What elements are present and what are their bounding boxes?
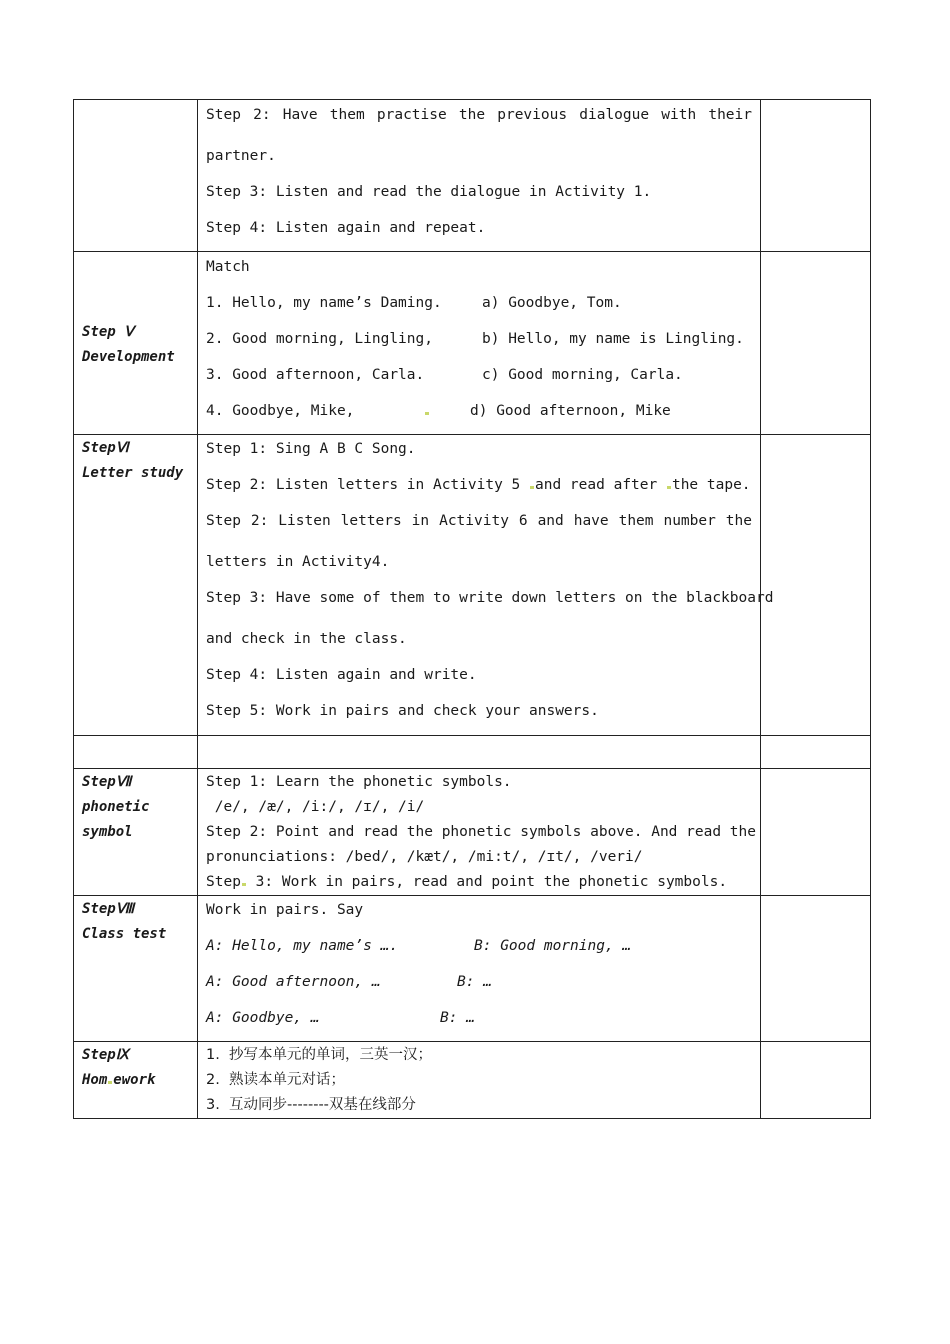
table-row-empty [74,736,871,769]
table-row-development [74,252,871,435]
speaker-b: B: … [440,1010,475,1026]
step-label-cell [74,100,198,252]
match-right: c) Good morning, Carla. [482,367,683,383]
match-pair [206,362,752,398]
highlight-mark [424,398,470,434]
match-left: 4. Goodbye, Mike, [206,403,355,419]
step-label: StepⅨ [82,1047,129,1063]
speaker-a: A: Hello, my name’s …. [206,938,399,954]
text-line [206,870,752,895]
match-right: a) Goodbye, Tom. [482,295,622,311]
step-label: Step Ⅴ [82,324,134,340]
match-right: b) Hello, my name is Lingling. [482,331,744,347]
lesson-plan-table [73,99,871,1119]
dialogue-line [206,1005,752,1041]
notes-cell [761,435,871,736]
highlight-mark [667,486,671,489]
text-line: pronunciations: /bed/, /kæt/, /mi:t/, /ɪt/, /veri/ [206,849,643,865]
text-line: Step 3: Listen and read the dialogue in Activity 1. [206,184,652,200]
text-span: the tape. [671,477,751,493]
match-pair [206,326,752,362]
homework-item: 1. 抄写本单元的单词，三英一汉； [206,1047,433,1063]
speaker-a: A: Goodbye, … [206,1010,320,1026]
text-line: Step 3: Have some of them to write down letters on the blackboard [206,590,774,606]
text-line: Step 4: Listen again and write. [206,667,477,683]
text-line: Step 1: Sing A B C Song. [206,441,416,457]
notes-cell [761,769,871,896]
match-pair [206,398,752,434]
table-row-class-test [74,896,871,1042]
highlight-mark [530,486,534,489]
step-label-cell [74,252,198,435]
content-cell [198,100,761,252]
match-left: 1. Hello, my name’s Daming. [206,295,442,311]
speaker-b: B: Good morning, … [474,938,632,954]
text-line: Step 1: Learn the phonetic symbols. [206,774,512,790]
text-line: letters in Activity4. [206,554,390,570]
match-title: Match [206,259,250,275]
highlight-mark [108,1081,112,1084]
step-title: Letter study [82,465,184,481]
notes-cell [761,1042,871,1119]
step-label-cell [74,736,198,769]
text-line: Step 2: Have them practise the previous dialogue with their [206,107,752,123]
text-span: Step [206,874,241,890]
dialogue-line [206,969,752,1005]
text-span: Hom [82,1072,108,1088]
notes-cell [761,736,871,769]
step-label-cell [74,435,198,736]
match-pair [206,290,752,326]
highlight-mark [242,883,246,886]
match-left: 2. Good morning, Lingling, [206,331,433,347]
step-label: StepⅧ [82,901,135,917]
step-label: StepⅥ [82,440,129,456]
content-cell [198,435,774,736]
table-row-homework [74,1042,871,1119]
step-title: Development [82,349,175,365]
text-span: ework [113,1072,156,1088]
notes-cell [761,100,871,252]
text-line: Step 2: Point and read the phonetic symbols above. And read the [206,824,756,840]
match-left: 3. Good afternoon, Carla. [206,367,425,383]
text-line [206,472,752,508]
speaker-b: B: … [457,974,492,990]
text-line: and check in the class. [206,631,407,647]
table-row-practice [74,100,871,252]
step-label-cell [74,896,198,1042]
match-right: d) Good afternoon, Mike [470,403,671,419]
text-span: Step 2: Listen letters in Activity 5 [206,477,521,493]
text-line: Step 4: Listen again and repeat. [206,220,486,236]
step-label-cell [74,1042,198,1119]
notes-cell [761,896,871,1042]
notes-cell [761,252,871,435]
text-line: Step 5: Work in pairs and check your answers. [206,703,599,719]
step-label-cell [74,769,198,896]
content-cell [198,252,761,435]
table-row-letter-study [74,435,871,736]
text-line: Work in pairs. Say [206,902,364,918]
text-line: partner. [206,148,276,164]
table-row-phonetic [74,769,871,896]
content-cell [198,736,761,769]
homework-item: 3. 互动同步--------双基在线部分 [206,1097,416,1113]
phonetic-symbols: /e/, /æ/, /i:/, /ɪ/, /i/ [206,799,425,815]
step-title: symbol [82,824,133,840]
step-title: Class test [82,926,167,942]
speaker-a: A: Good afternoon, … [206,974,381,990]
content-cell [198,896,761,1042]
homework-item: 2. 熟读本单元对话； [206,1072,346,1088]
step-title [82,1068,197,1093]
step-label: StepⅦ [82,774,132,790]
dialogue-line [206,933,752,969]
text-line: Step 2: Listen letters in Activity 6 and have them number the [206,513,752,529]
text-span: 3: Work in pairs, read and point the phonetic symbols. [246,874,728,890]
text-span: and read after [535,477,658,493]
content-cell [198,1042,761,1119]
content-cell [198,769,761,896]
step-title: phonetic [82,799,150,815]
